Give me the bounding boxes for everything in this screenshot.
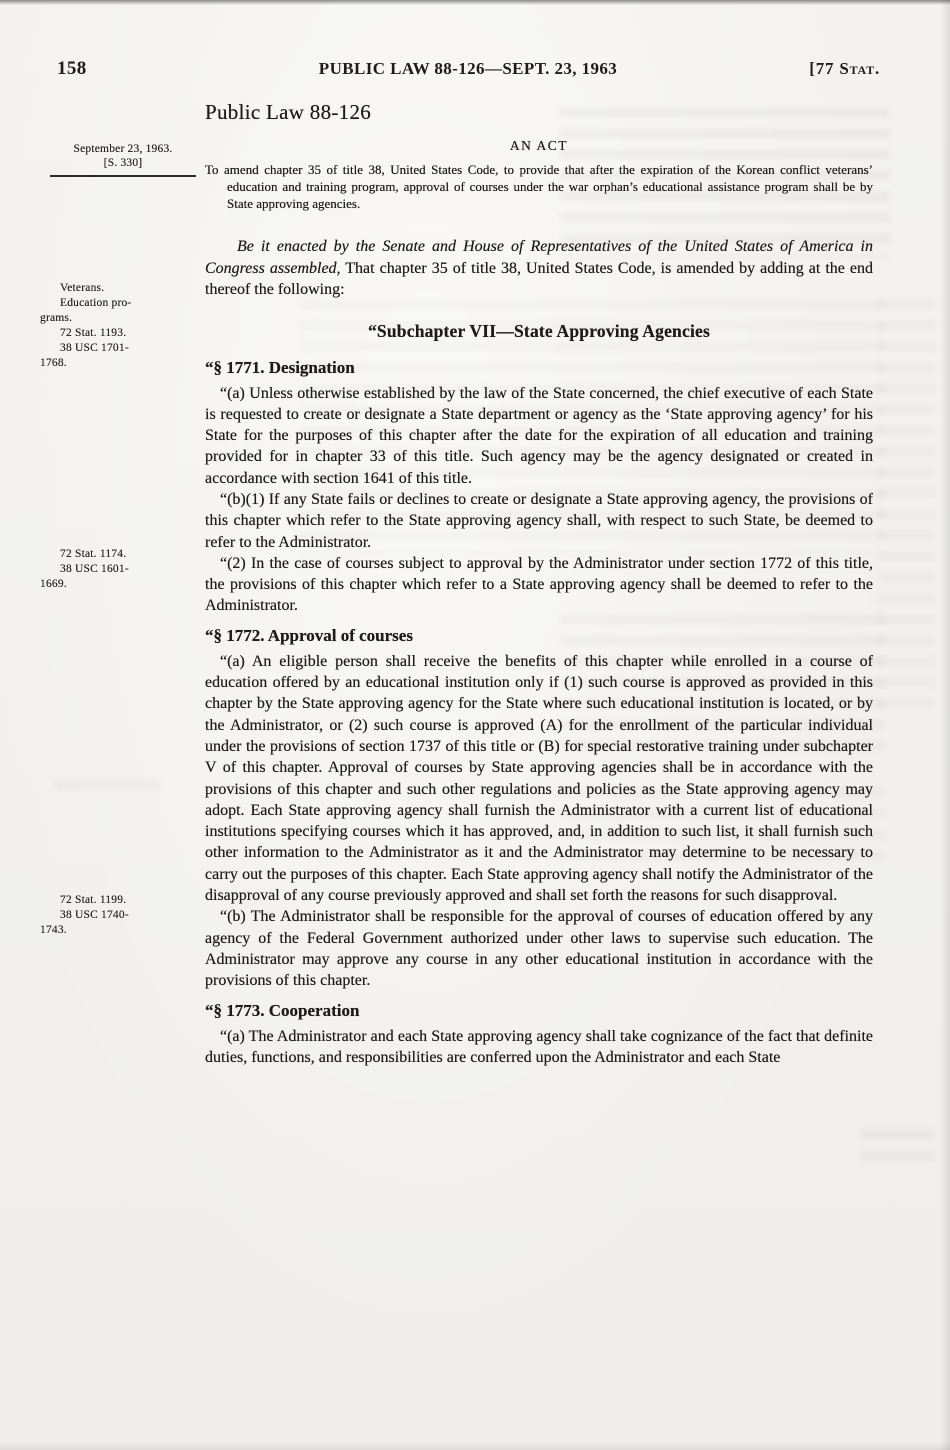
scan-edge-artifact-right <box>940 0 950 1450</box>
section-1771-heading: “§ 1771. Designation <box>205 357 355 377</box>
margin-note-veterans-citation <box>40 281 198 371</box>
section-1771-paragraph-2: “(2) In the case of courses subject to approval by the Administrator under section 1772 of this title, the provisions of this chapter which refer to a State approving agency shall be deemed to refer to the Administrator. <box>205 554 873 615</box>
section-1772-paragraph-b: “(b) The Administrator shall be responsible for the approval of courses of education offered by any agency of the Federal Government authorized under other laws to supervise such education. The Administrator may approve any course in any other educational institution in accordance with the provisions of this chapter. <box>205 908 873 990</box>
enacting-clause <box>205 236 873 301</box>
subchapter-heading: “Subchapter VII—State Approving Agencies <box>367 320 710 341</box>
scan-edge-artifact-top <box>0 0 950 5</box>
margin-note-stat-1199-citation <box>40 893 198 938</box>
section-1772-paragraph-a: “(a) An eligible person shall receive the benefits of this chapter while enrolled in a course of education offered by an educational institution only if (1) such course is approved as provided in this chapter by the State approving agency for the State where such educational institution is located, or by the Administrator, or (2) such course is approved (A) for the enrollment of the particular individual under the provisions of section 1737 of this title or (B) for special restorative training under subchapter V of this chapter. Approval of courses by State approving agencies shall be in accordance with the provisions of this chapter and such other regulations and policies as the State approving agency may adopt. Each State approving agency shall furnish the Administrator with a current list of educational institutions specifying courses which it has approved, and, in addition to such list, it shall furnish such other information to the Administrator as it and the Administrator may determine to be necessary to carry out the purposes of this chapter. Each State approving agency shall notify the Administrator of the disapproval of any course previously approved and shall set forth the reasons for such disapproval. <box>205 652 873 905</box>
enacting-clause-roman: That chapter 35 of title 38, United States Code, is amended by adding at the end thereof the following: <box>205 259 873 298</box>
running-header <box>57 58 880 80</box>
margin-note-line: 1768. <box>40 357 67 369</box>
public-law-title: Public Law 88-126 <box>205 100 372 124</box>
section-1771-paragraph-a: “(a) Unless otherwise established by the law of the State concerned, the chief executive of each State is requested to create or designate a State department or agency as the ‘State approving agency’ for his State for the purposes of this chapter after the date for the expiration of all education and training provided for in chapter 33 of this title. Such agency may be the agency designated or created in accordance with section 1641 of this title. <box>205 384 873 487</box>
margin-note-enactment-date <box>50 142 196 177</box>
enacting-clause-italic: Be it enacted by the Senate and House of Representatives of the United States of America in Congress assembled, <box>205 238 873 277</box>
section-1771-paragraph-b1: “(b)(1) If any State fails or declines to create or designate a State approving agency, the provisions of this chapter which refer to the State approving agency shall, with respect to such State, be deemed to refer to the Administrator. <box>205 490 873 551</box>
margin-note-line: grams. <box>40 312 73 324</box>
bleed-through-artifact <box>878 300 936 720</box>
stat-volume-label: [77 Stat. <box>809 59 880 78</box>
section-1772-heading: “§ 1772. Approval of courses <box>205 625 413 645</box>
margin-note-line: 38 USC 1601- <box>60 563 129 575</box>
section-1773-heading: “§ 1773. Cooperation <box>205 1000 360 1020</box>
page-number: 158 <box>57 58 87 79</box>
act-summary: To amend chapter 35 of title 38, United States Code, to provide that after the expiration of the Korean conflict veterans’ education and training program, approval of courses under the war orphan’s educational assistance program shall be by State approving agencies. <box>205 162 873 211</box>
bleed-through-artifact <box>860 1130 935 1170</box>
section-1773-paragraph-a: “(a) The Administrator and each State approving agency shall take cognizance of the fact that definite duties, functions, and responsibilities are conferred upon the Administrator and each State <box>205 1027 873 1066</box>
margin-note-line: Veterans. <box>60 282 105 294</box>
bleed-through-artifact <box>55 780 160 798</box>
running-title: PUBLIC LAW 88-126—SEPT. 23, 1963 <box>318 59 618 78</box>
margin-note-line: 1669. <box>40 578 67 590</box>
margin-note-line: September 23, 1963. <box>73 143 173 155</box>
margin-note-line: 38 USC 1701- <box>60 342 129 354</box>
margin-note-line: 38 USC 1740- <box>60 909 129 921</box>
margin-note-line: 72 Stat. 1199. <box>60 894 127 906</box>
margin-note-stat-1174-citation <box>40 547 198 592</box>
margin-note-line: 72 Stat. 1193. <box>60 327 127 339</box>
an-act-label: AN ACT <box>509 138 569 153</box>
main-text-column <box>205 100 873 1068</box>
margin-note-line: 72 Stat. 1174. <box>60 548 127 560</box>
margin-note-line: Education pro- <box>60 297 132 309</box>
margin-note-line: 1743. <box>40 924 67 936</box>
margin-note-line: [S. 330] <box>103 157 143 169</box>
scan-edge-artifact-bottom <box>0 1442 950 1450</box>
